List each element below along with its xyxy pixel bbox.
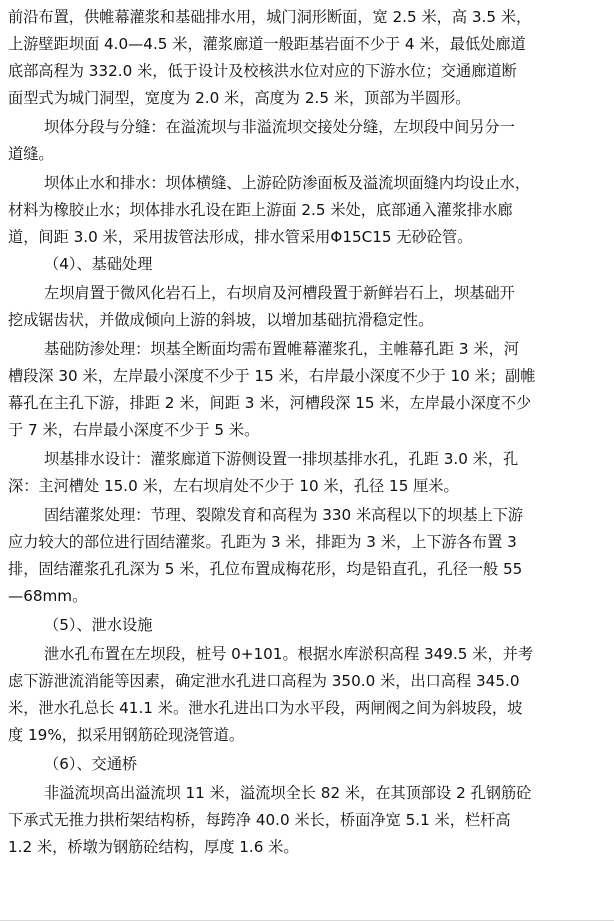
paragraph-line: 深：主河槽处 15.0 米，左右坝肩处不少于 10 米，孔径 15 厘米。 xyxy=(8,477,459,495)
paragraph-line: 左坝肩置于微风化岩石上，右坝肩及河槽段置于新鲜岩石上，坝基础开 xyxy=(44,284,515,302)
paragraph-line: 坝基排水设计：灌浆廊道下游侧设置一排坝基排水孔，孔距 3.0 米，孔 xyxy=(44,450,519,468)
paragraph-line: 泄水孔布置在左坝段，桩号 0+101。根据水库淤积高程 349.5 米，并考 xyxy=(44,645,534,663)
paragraph-line: 上游壁距坝面 4.0—4.5 米，灌浆廊道一般距基岩面不少于 4 米，最低处廊道 xyxy=(8,35,526,53)
paragraph-line: 基础防渗处理：坝基全断面均需布置帷幕灌浆孔，主帷幕孔距 3 米，河 xyxy=(44,340,519,358)
paragraph-line: 面型式为城门洞型，宽度为 2.0 米，高度为 2.5 米，顶部为半圆形。 xyxy=(8,89,471,107)
paragraph-line: 挖成锯齿状，并做成倾向上游的斜坡，以增加基础抗滑稳定性。 xyxy=(8,311,434,329)
paragraph-line: 下承式无推力拱桁架结构桥，每跨净 40.0 米长，桥面净宽 5.1 米，栏杆高 xyxy=(8,811,511,829)
paragraph-line: 前沿布置，供帷幕灌浆和基础排水用，城门洞形断面，宽 2.5 米，高 3.5 米， xyxy=(8,8,532,26)
paragraph-line: 底部高程为 332.0 米，低于设计及校核洪水位对应的下游水位；交通廊道断 xyxy=(8,62,517,80)
paragraph-line: 材料为橡胶止水；坝体排水孔设在距上游面 2.5 米处，底部通入灌浆排水廊 xyxy=(8,201,513,219)
paragraph-line: 道缝。 xyxy=(8,145,54,163)
section-heading: （4）、基础处理 xyxy=(44,255,153,273)
paragraph-line: 米，泄水孔总长 41.1 米。泄水孔进出口为水平段，两闸阀之间为斜坡段，坡 xyxy=(8,699,523,717)
paragraph-line: 幕孔在主孔下游，排距 2 米，间距 3 米，河槽段深 15 米，左岸最小深度不少 xyxy=(8,394,532,412)
paragraph-line: 道，间距 3.0 米，采用拔管法形成，排水管采用Φ15C15 无砂砼管。 xyxy=(8,228,473,246)
section-heading: （6）、交通桥 xyxy=(44,755,138,773)
paragraph-line: 应力较大的部位进行固结灌浆。孔距为 3 米，排距为 3 米，上下游各布置 3 xyxy=(8,533,517,551)
paragraph-line: 1.2 米，桥墩为钢筋砼结构，厚度 1.6 米。 xyxy=(8,838,299,856)
paragraph-line: 虑下游泄流消能等因素，确定泄水孔进口高程为 350.0 米，出口高程 345.0 xyxy=(8,672,520,690)
section-heading: （5）、泄水设施 xyxy=(44,616,153,634)
paragraph-line: 于 7 米，右岸最小深度不少于 5 米。 xyxy=(8,421,260,439)
paragraph-line: 坝体止水和排水：坝体横缝、上游砼防渗面板及溢流坝面缝内均设止水， xyxy=(44,174,530,192)
paragraph-line: 非溢流坝高出溢流坝 11 米，溢流坝全长 82 米，在其顶部设 2 孔钢筋砼 xyxy=(44,784,532,802)
paragraph-line: 槽段深 30 米，左岸最小深度不少于 15 米，右岸最小深度不少于 10 米；副帷 xyxy=(8,367,536,385)
paragraph-line: 度 19%，拟采用钢筋砼现浇管道。 xyxy=(8,726,245,744)
paragraph-line: 坝体分段与分缝：在溢流坝与非溢流坝交接处分缝，左坝段中间另分一 xyxy=(44,118,515,136)
paragraph-line: —68mm。 xyxy=(8,587,88,605)
paragraph-line: 排，固结灌浆孔孔深为 5 米，孔位布置成梅花形，均是铅直孔，孔径一般 55 xyxy=(8,560,523,578)
paragraph-line: 固结灌浆处理：节理、裂隙发育和高程为 330 米高程以下的坝基上下游 xyxy=(44,506,524,524)
